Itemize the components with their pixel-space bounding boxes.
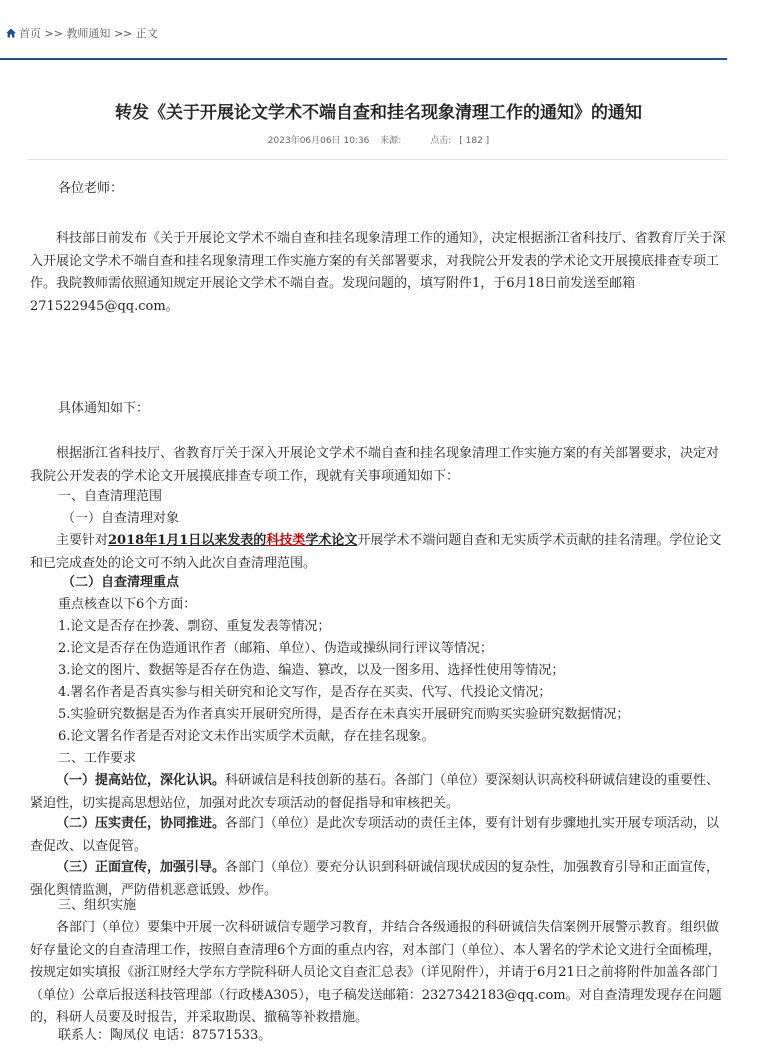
requirement-1	[30, 770, 730, 815]
focus-item-2: 2.论文是否存在伪造通讯作者（邮箱、单位）、伪造或操纵同行评议等情况；	[58, 641, 493, 656]
requirement-2-text: 各部门（单位）是此次专项活动的责任主体，要有计划有步骤地扎实开展专项活动，以查促改、以查促管。	[30, 816, 720, 854]
greeting: 各位老师：	[58, 181, 124, 196]
scope-paragraph	[30, 530, 730, 575]
focus-item-3: 3.论文的图片、数据等是否存在伪造、编造、篡改，以及一图多用、选择性使用等情况；	[58, 663, 565, 678]
breadcrumb-current: 正文	[135, 27, 158, 40]
subsection-heading-1-2-text: （二）自查清理重点	[62, 575, 180, 590]
subsection-heading-1-1: （一）自查清理对象	[62, 511, 180, 526]
focus-item-4: 4.署名作者是否真实参与相关研究和论文写作，是否存在买卖、代写、代投论文情况；	[58, 685, 552, 700]
article-meta	[0, 133, 757, 146]
requirement-3-text: 各部门（单位）要充分认识到科研诚信现状成因的复杂性，加强教育引导和正面宣传，强化舆情监测，严防借机恶意诋毁、炒作。	[30, 860, 720, 898]
notice-paragraph: 根据浙江省科技厅、省教育厅关于深入开展论文学术不端自查和挂名现象清理工作实施方案的有关部署要求，决定对我院公开发表的学术论文开展摸底排查专项工作，现就有关事项通知如下：	[30, 446, 720, 484]
article-hits-label: 点击:	[430, 136, 452, 146]
requirement-2	[30, 813, 730, 858]
scope-text-a: 主要针对	[56, 533, 109, 548]
breadcrumb-home-link[interactable]: 首页	[19, 27, 41, 40]
notice-intro: 具体通知如下：	[58, 401, 150, 416]
subsection-heading-1-2	[62, 572, 742, 595]
section-heading-3: 三、组织实施	[58, 898, 137, 913]
requirement-1-heading: （一）提高站位，深化认识。	[56, 773, 226, 788]
focus-intro: 重点核查以下6个方面：	[58, 597, 197, 612]
article-source-label: 来源:	[380, 136, 402, 146]
requirement-1-text: 科研诚信是科技创新的基石。各部门（单位）要深刻认识高校科研诚信建设的重要性、紧迫性，切实提高思想站位，加强对此次专项活动的督促指导和审核把关。	[30, 773, 720, 811]
scope-text-e: 开展学术不端问题自查和无实质学术贡献的挂名清理。学位论文和已完成查处的论文可不纳入此次自查清理范围。	[30, 533, 722, 571]
focus-item-6: 6.论文署名作者是否对论文未作出实质学术贡献，存在挂名现象。	[58, 729, 435, 744]
requirement-3-heading: （三）正面宣传，加强引导。	[56, 860, 226, 875]
intro-paragraph: 科技部日前发布《关于开展论文学术不端自查和挂名现象清理工作的通知》，决定根据浙江省科技厅、省教育厅关于深入开展论文学术不端自查和挂名现象清理工作实施方案的有关部署要求，对我院公开发表的学术论文开展摸底排查专项工作。我院教师需依照通知规定开展论文学术不端自查。发现问题的，填写附件1，于6月18日前发送至邮箱271522945@qq.com。	[30, 231, 726, 314]
section-heading-2: 二、工作要求	[58, 751, 137, 766]
meta-divider	[28, 159, 727, 160]
breadcrumb-separator: >>	[44, 27, 63, 40]
scope-paper-type: 学术论文	[305, 533, 358, 548]
organization-paragraph: 各部门（单位）要集中开展一次科研诚信专题学习教育，并结合各级通报的科研诚信失信案例开展警示教育。组织做好存量论文的自查清理工作，按照自查清理6个方面的重点内容，对本部门（单位）、本人署名的学术论文进行全面梳理，按规定如实填报《浙江财经大学东方学院科研人员论文自查汇总表》（详见附件），并请于6月21日之前将附件加盖各部门（单位）公章后报送科技管理部（行政楼A305），电子稿发送邮箱：2327342183@qq.com。对自查清理发现存在问题的，科研人员要及时报告，并采取勘误、撤稿等补救措施。	[30, 920, 722, 1025]
breadcrumb	[6, 27, 158, 41]
scope-category: 科技类	[266, 533, 306, 548]
focus-item-5: 5.实验研究数据是否为作者真实开展研究所得，是否存在未真实开展研究而购买实验研究数据情况；	[58, 707, 630, 722]
home-icon	[6, 28, 16, 38]
article-title: 转发《关于开展论文学术不端自查和挂名现象清理工作的通知》的通知	[115, 103, 642, 123]
requirement-2-heading: （二）压实责任，协同推进。	[56, 816, 226, 831]
contact-info: 联系人：陶凤仪 电话：87571533。	[58, 1028, 272, 1043]
section-heading-1: 一、自查清理范围	[58, 489, 163, 504]
scope-date-range: 2018年1月1日以来发表的	[108, 533, 267, 548]
header-divider	[0, 58, 727, 60]
article-date: 2023年06月06日 10:36	[267, 136, 370, 146]
article-hits: [ 182 ]	[459, 136, 490, 146]
breadcrumb-separator: >>	[113, 27, 133, 40]
focus-item-1: 1.论文是否存在抄袭、剽窃、重复发表等情况；	[58, 619, 331, 634]
breadcrumb-section-link[interactable]: 教师通知	[66, 27, 111, 40]
